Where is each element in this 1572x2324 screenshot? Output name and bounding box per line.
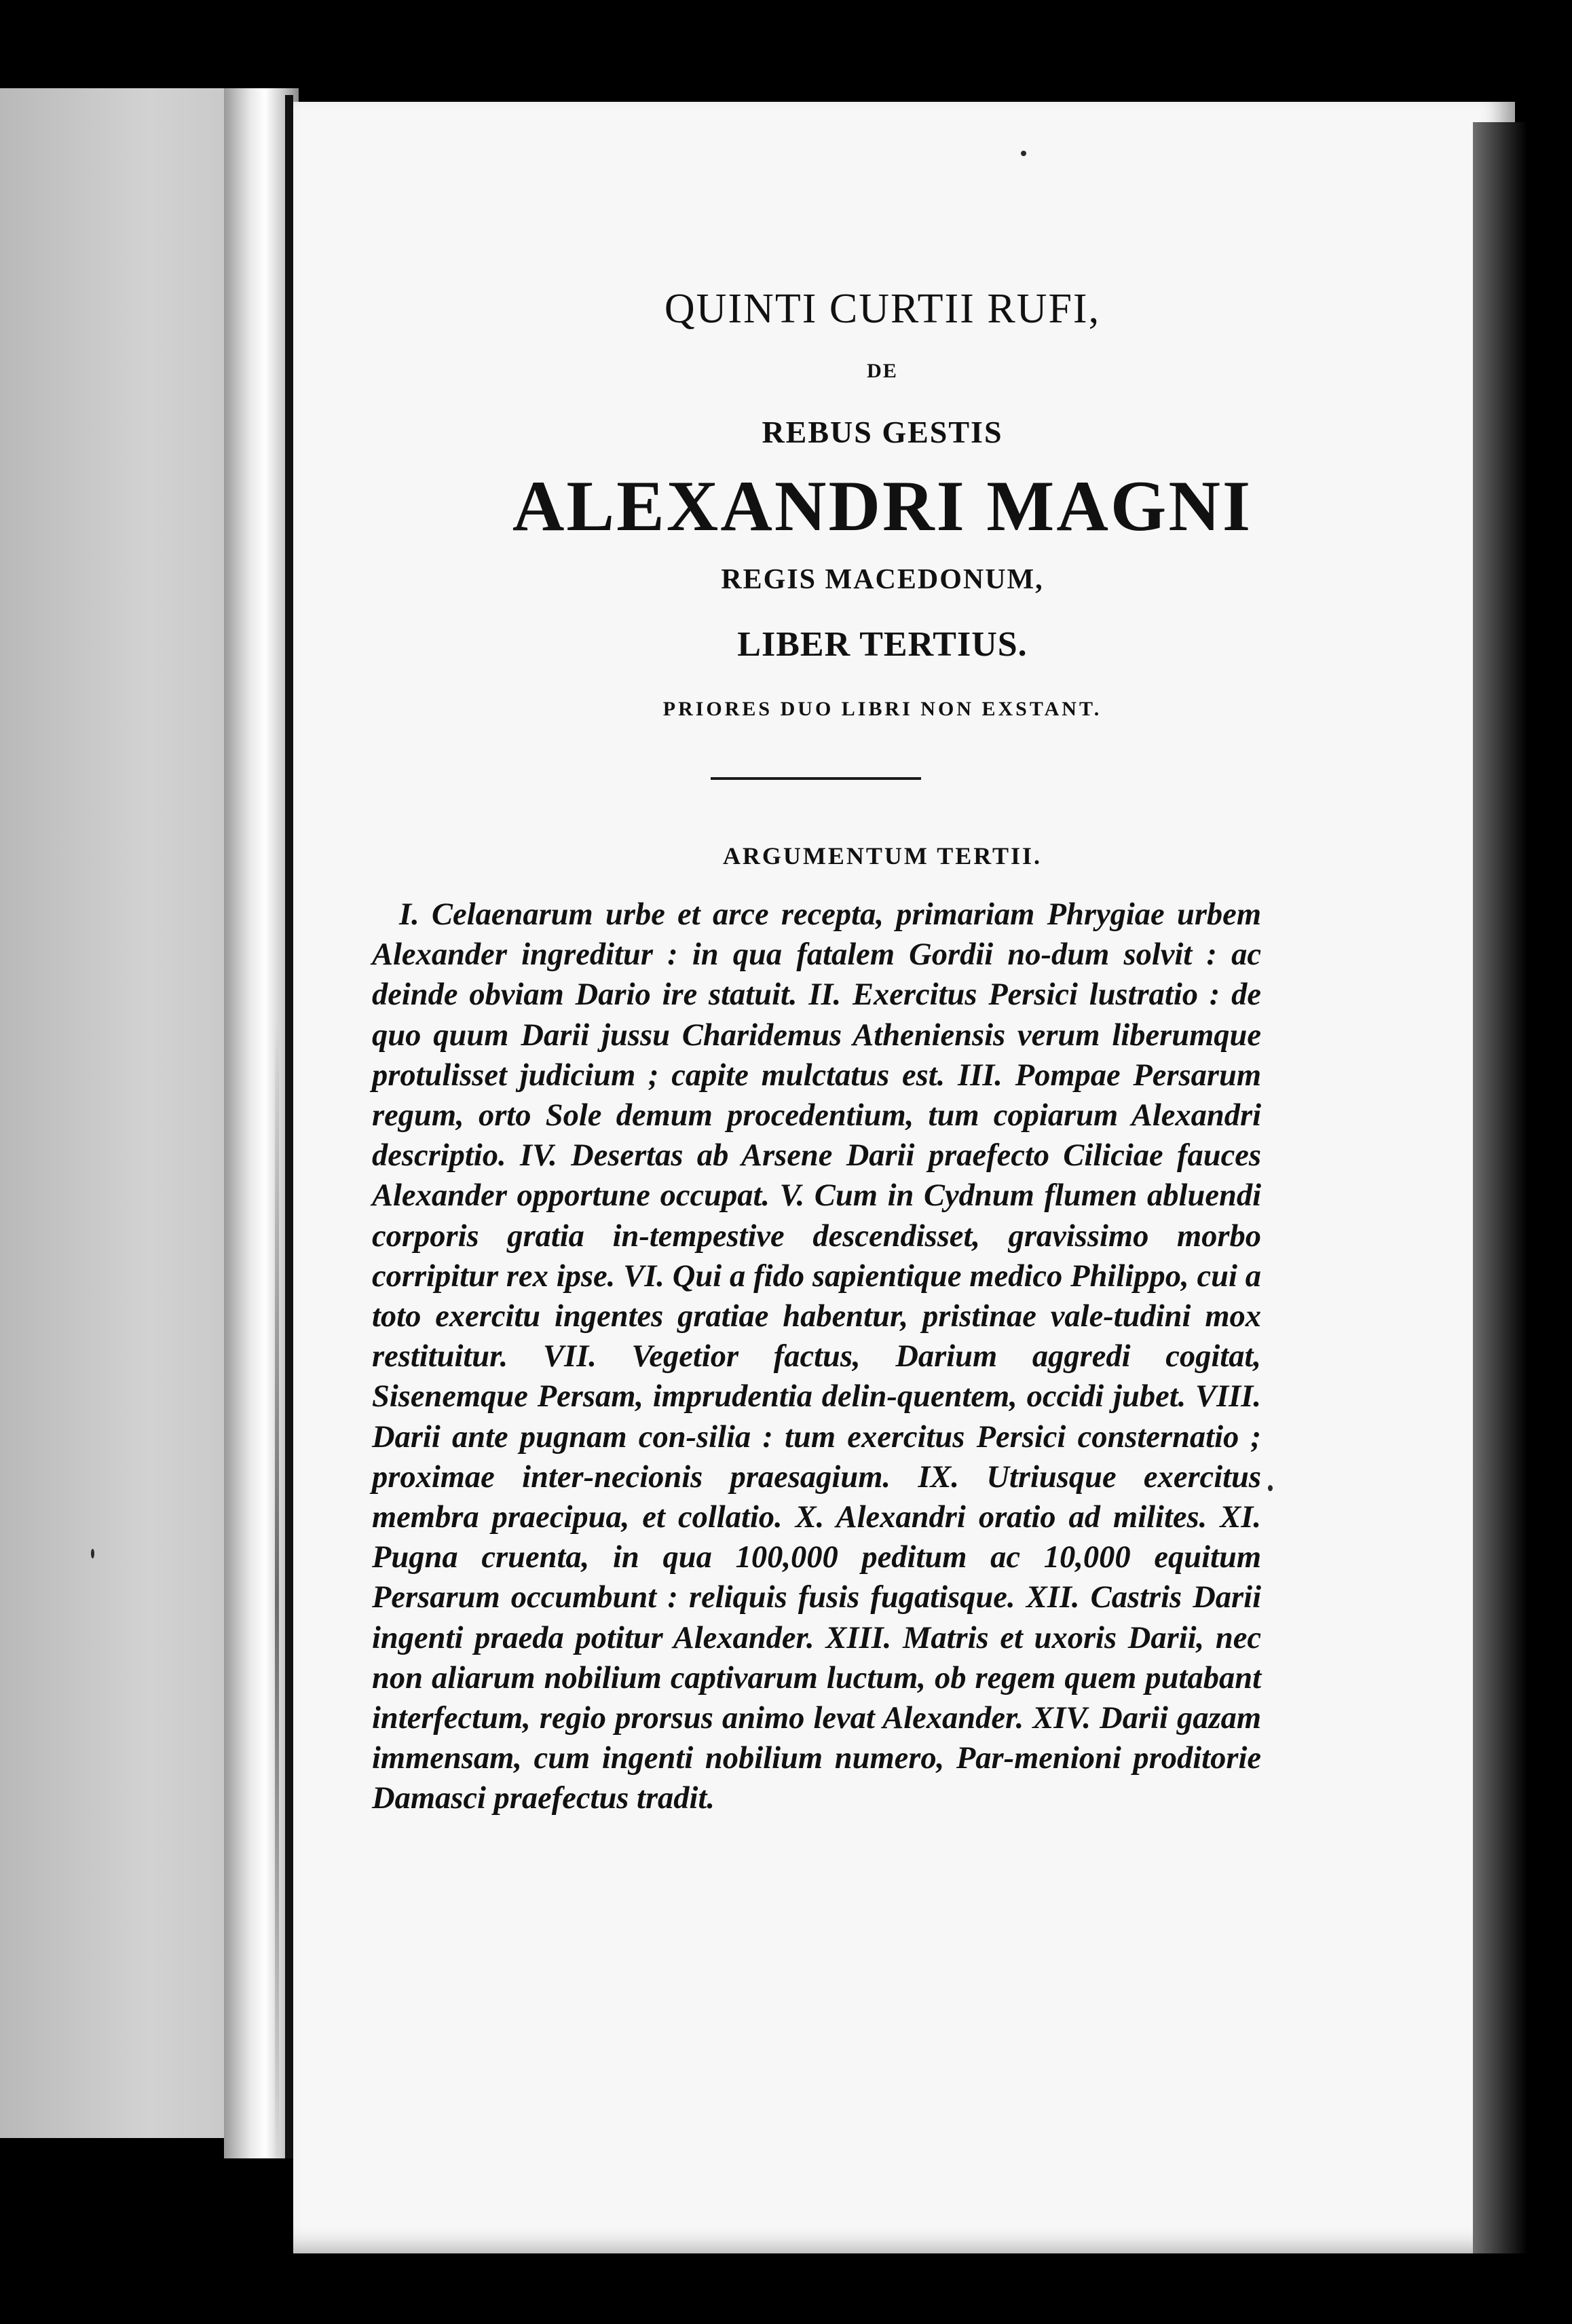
page-edge-shadow bbox=[1473, 122, 1527, 2253]
spine-line bbox=[285, 95, 293, 2158]
liber-line: LIBER TERTIUS. bbox=[737, 625, 1028, 664]
rebus-gestis-line: REBUS GESTIS bbox=[762, 415, 1003, 449]
argument-text: I. Celaenarum urbe et arce recepta, primariam Phrygiae urbem Alexander ingreditur : in qua fatalem Gordii no-dum solvit : ac deinde obviam Dario ire statuit. II. Exercitus Persici lustratio : de quo quum Darii jussu Charidemus Atheniensis verum liberumque protulisset judicium ; capite mulctatus est. III. Pompae Persarum regum, orto Sole demum procedentium, tum copiarum Alexandri descriptio. IV. Desertas ab Arsene Darii praefecto Ciliciae fauces Alexander opportune occupat. V. Cum in Cydnum flumen abluendi corporis gratia in-tempestive descendisset, gravissimo morbo corripitur rex ipse. VI. Qui a fido sapientique medico Philippo, cui a toto exercitu ingentes gratiae habentur, pristinae vale-tudini mox restituitur. VII. Vegetior factus, Darium aggredi cogitat, Sisenemque Persam, imprudentia delin-quentem, occidi jubet. VIII. Darii ante pugnam con-silia : tum exercitus Persici consternatio ; proximae inter-necionis praesagium. IX. Utriusque exercitus membra praecipua, et collatio. X. Alexandri oratio ad milites. XI. Pugna cruenta, in qua 100,000 peditum ac 10,000 equitum Persarum occumbunt : reliquis fusis fugatisque. XII. Castris Darii ingenti praeda potitur Alexander. XIII. Matris et uxoris Darii, nec non aliarum nobilium captivarum luctum, ob regem quem putabant interfectum, regio prorsus animo levat Alexander. XIV. Darii gazam immensam, cum ingenti nobilium numero, Par-menioni proditorie Damasci praefectus tradit. bbox=[372, 897, 1261, 1816]
author-line: QUINTI CURTII RUFI, bbox=[664, 286, 1101, 332]
page-crease bbox=[275, 1018, 279, 2172]
priores-note: PRIORES DUO LIBRI NON EXSTANT. bbox=[662, 698, 1102, 720]
argument-paragraph bbox=[372, 895, 1261, 1819]
de-line: DE bbox=[867, 360, 898, 382]
title-rule bbox=[711, 777, 921, 780]
ink-speck bbox=[1268, 1485, 1273, 1491]
regis-line: REGIS MACEDONUM, bbox=[721, 564, 1044, 595]
main-title: ALEXANDRI MAGNI bbox=[512, 466, 1253, 546]
ink-speck bbox=[1021, 151, 1026, 156]
argument-heading: ARGUMENTUM TERTII. bbox=[722, 842, 1043, 869]
ink-speck bbox=[91, 1549, 94, 1558]
